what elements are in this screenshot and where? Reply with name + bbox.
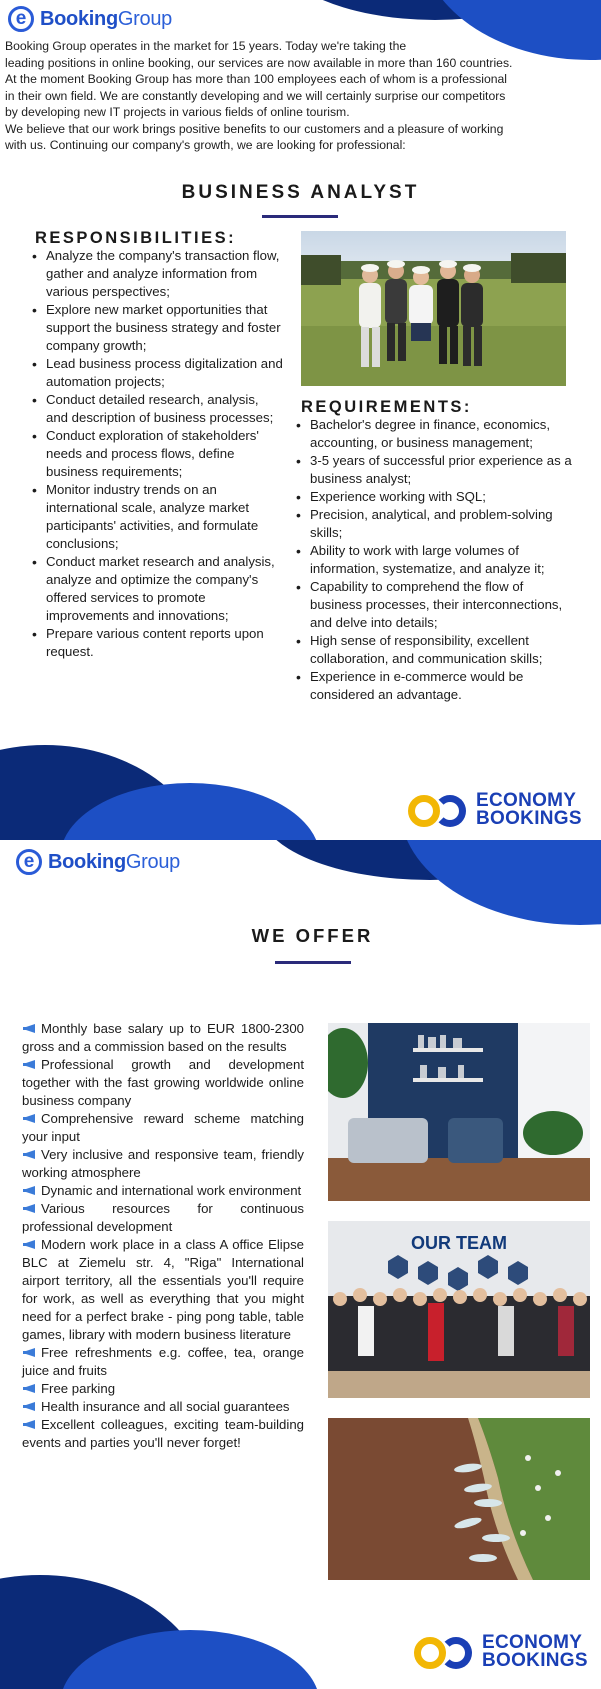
booking-group-logo [16, 849, 180, 875]
requirements-list [310, 416, 576, 704]
page-one [0, 0, 601, 840]
responsibility-item: • Analyze the company's transaction flow, gather and analyze information from various perspectives; [46, 247, 284, 301]
title-divider [275, 961, 351, 964]
offer-item: Various resources for continuous professional development [22, 1201, 304, 1234]
responsibilities-heading: RESPONSIBILITIES: [35, 229, 237, 247]
requirement-item: • Ability to work with large volumes of information, systematize, and analyze it; [310, 542, 576, 578]
intro-line: leading positions in online booking, our services are now available in more than 160 countries. [5, 55, 513, 70]
megaphone-icon [22, 1059, 38, 1070]
responsibilities-list [46, 247, 284, 661]
megaphone-icon [22, 1023, 38, 1034]
economy-bookings-logo [414, 1634, 588, 1670]
megaphone-icon [22, 1113, 38, 1124]
requirement-item: • Precision, analytical, and problem-solving skills; [310, 506, 576, 542]
page-two [0, 840, 601, 1689]
megaphone-icon [22, 1239, 38, 1250]
we-offer-heading: WE OFFER [251, 925, 374, 946]
offer-item: Free refreshments e.g. coffee, tea, orange juice and fruits [22, 1345, 304, 1378]
offer-item: Dynamic and international work environment [22, 1182, 304, 1200]
intro-line: We believe that our work brings positive benefits to our customers and a pleasure of working [5, 121, 504, 136]
megaphone-icon [22, 1149, 38, 1160]
requirement-item: • Bachelor's degree in finance, economics, accounting, or business management; [310, 416, 576, 452]
company-intro [5, 38, 595, 154]
responsibility-item: • Prepare various content reports upon request. [46, 625, 284, 661]
economy-bookings-rings-icon [408, 792, 470, 828]
economy-bookings-logo [408, 792, 582, 828]
economy-bookings-wordmark: ECONOMY BOOKINGS [476, 790, 582, 829]
intro-line: in their own field. We are constantly developing and we will certainly surprise our competitors [5, 88, 506, 103]
responsibility-item: • Conduct detailed research, analysis, and description of business processes; [46, 391, 284, 427]
requirement-item: • 3-5 years of successful prior experience as a business analyst; [310, 452, 576, 488]
booking-e-icon: e [8, 6, 34, 32]
megaphone-icon [22, 1419, 38, 1430]
economy-bookings-wordmark: ECONOMY BOOKINGS [482, 1632, 588, 1671]
offer-item: Free parking [22, 1380, 304, 1398]
offer-item: Modern work place in a class A office Elipse BLC at Ziemelu str. 4, "Riga" International airport territory, all the essentials you'll require for work, as well as everything that you might need for a perfect brake - ping pong table, table games, library with modern business literature [22, 1237, 304, 1342]
team-group-photo [328, 1221, 590, 1398]
booking-e-icon: e [16, 849, 42, 875]
intro-line: with us. Continuing our company's growth, we are looking for professional: [5, 138, 406, 152]
aerial-kayak-photo [328, 1418, 590, 1580]
decor-arc-blue-top [400, 840, 601, 925]
megaphone-icon [22, 1203, 38, 1214]
offer-item: Professional growth and development together with the fast growing worldwide online business company [22, 1057, 304, 1108]
responsibility-item: • Monitor industry trends on an international scale, analyze market participants' activities, and formulate conclusions; [46, 481, 284, 553]
responsibility-item: • Conduct market research and analysis, analyze and optimize the company's offered services to promote improvements and innovations; [46, 553, 284, 625]
responsibility-item: • Conduct exploration of stakeholders' needs and process flows, define business requirements; [46, 427, 284, 481]
offer-item: Excellent colleagues, exciting team-building events and parties you'll never forget! [22, 1417, 304, 1450]
team-outdoor-photo [301, 231, 566, 386]
offer-item: Very inclusive and responsive team, friendly working atmosphere [22, 1147, 304, 1180]
economy-bookings-rings-icon [414, 1634, 476, 1670]
requirement-item: • Capability to comprehend the flow of business processes, their interconnections, and delve into details; [310, 578, 576, 632]
megaphone-icon [22, 1383, 38, 1394]
booking-group-logo [8, 6, 172, 32]
offer-item: Health insurance and all social guarantees [22, 1398, 304, 1416]
office-lounge-photo [328, 1023, 590, 1201]
requirement-item: • Experience working with SQL; [310, 488, 576, 506]
job-title: BUSINESS ANALYST [181, 182, 420, 203]
title-divider [262, 215, 338, 218]
requirements-heading: REQUIREMENTS: [301, 398, 472, 416]
offer-item: Comprehensive reward scheme matching your input [22, 1111, 304, 1144]
our-team-banner: OUR TEAM [411, 1233, 507, 1253]
intro-line: Booking Group operates in the market for 15 years. Today we're taking the [5, 39, 407, 53]
requirement-item: • Experience in e-commerce would be considered an advantage. [310, 668, 576, 704]
requirement-item: • High sense of responsibility, excellent collaboration, and communication skills; [310, 632, 576, 668]
megaphone-icon [22, 1347, 38, 1358]
megaphone-icon [22, 1401, 38, 1412]
intro-line: by developing new IT projects in various fields of online tourism. [5, 105, 350, 119]
brand-name: BookingGroup [48, 850, 180, 873]
intro-line: At the moment Booking Group has more than 100 employees each of whom is a professional [5, 72, 507, 86]
offer-list [22, 1020, 304, 1452]
responsibility-item: • Lead business process digitalization and automation projects; [46, 355, 284, 391]
brand-name: BookingGroup [40, 7, 172, 30]
offer-item: Monthly base salary up to EUR 1800-2300 gross and a commission based on the results [22, 1021, 304, 1054]
responsibility-item: • Explore new market opportunities that support the business strategy and foster company growth; [46, 301, 284, 355]
megaphone-icon [22, 1185, 38, 1196]
